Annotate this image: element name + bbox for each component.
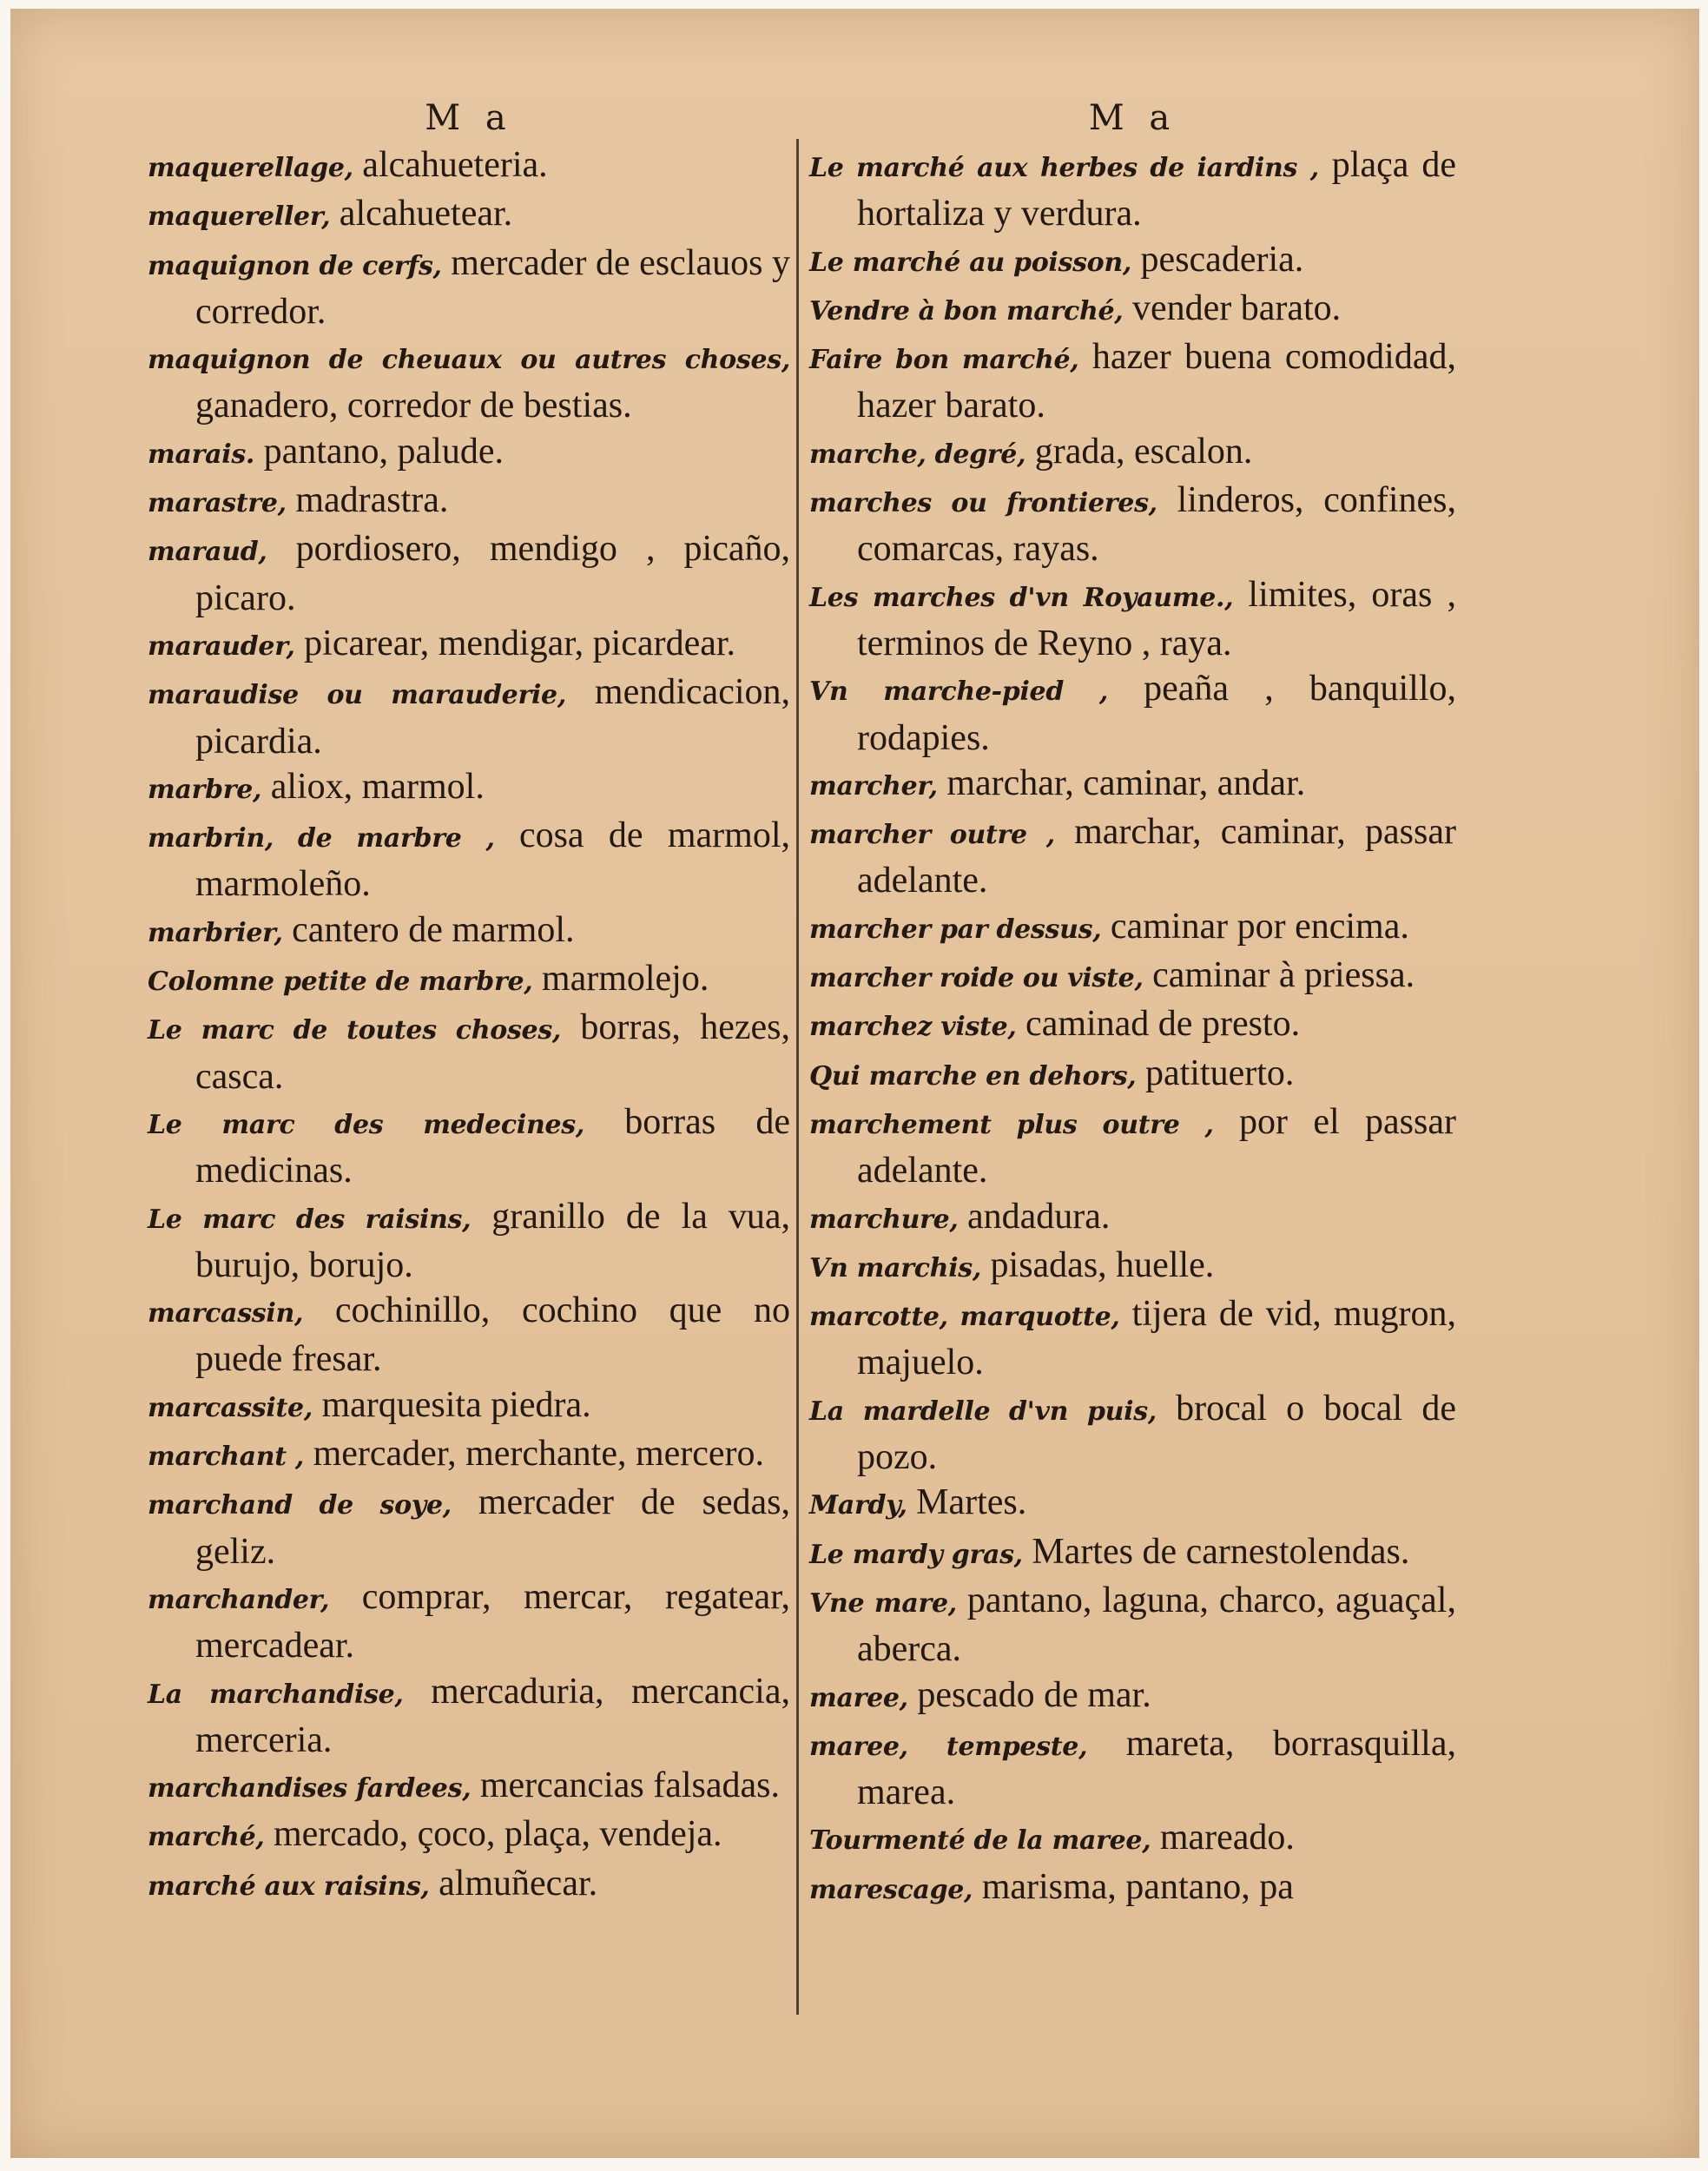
dictionary-entry [148,478,790,526]
entry-headword: marché aux raisins, [148,1871,430,1902]
dictionary-entry [148,191,790,240]
book-page [10,9,1699,2158]
entry-definition: Martes. [907,1482,1027,1523]
entry-headword: marbrier, [148,917,283,948]
entry-headword: Qui marche en dehors, [809,1060,1137,1092]
entry-definition: tijera de vid, mugron, majuelo. [857,1294,1456,1383]
entry-headword: marchander, [148,1584,330,1615]
dictionary-entry [809,1243,1456,1291]
entry-definition: borras de medicinas. [195,1101,790,1191]
dictionary-entry [809,1194,1456,1243]
entry-headword: marchure, [809,1204,959,1235]
entry-headword: Le marc des raisins, [148,1204,472,1235]
dictionary-entry [809,1673,1456,1721]
entry-definition: madrastra. [286,480,449,521]
entry-definition: pordiosero, mendigo , picaño, picaro. [195,529,790,618]
dictionary-entry [809,1099,1456,1194]
entry-headword: marches ou frontieres, [809,488,1157,519]
dictionary-entry [148,1005,790,1099]
entry-definition: pescaderia. [1131,239,1304,280]
entry-headword: marescage, [809,1874,973,1905]
entry-definition: andadura. [958,1196,1111,1237]
right-column [809,96,1456,1913]
entry-headword: Faire bon marché, [809,345,1079,376]
dictionary-entry [809,761,1456,809]
entry-definition: alcahuetear. [330,194,513,234]
dictionary-entry [148,429,790,478]
dictionary-entry [148,1763,790,1811]
dictionary-entry [148,1574,790,1669]
entry-headword: marchez viste, [809,1012,1017,1043]
entry-definition: pescado de mar. [907,1674,1151,1715]
dictionary-entry [809,334,1456,429]
left-column [148,96,790,1910]
running-head-left: M a [425,98,513,138]
dictionary-entry [809,1291,1456,1386]
dictionary-entry [148,334,790,429]
entry-headword: marauder, [148,630,295,662]
entry-headword: Tourmenté de la maree, [809,1825,1151,1857]
dictionary-entry [148,1861,790,1910]
entry-headword: marcher outre , [809,820,1055,851]
dictionary-entry [809,429,1456,478]
entry-headword: marchand de soye, [148,1490,452,1521]
dictionary-entry [809,1578,1456,1673]
dictionary-entry [148,1811,790,1860]
entry-headword: marcher par dessus, [809,914,1102,945]
entry-headword: La marchandise, [148,1679,404,1710]
entry-headword: maree, tempeste, [809,1731,1088,1762]
entry-headword: maraudise ou marauderie, [148,680,566,711]
entry-definition: marisma, pantano, pa [973,1866,1294,1907]
entry-headword: marbrin, de marbre , [148,823,495,855]
entry-definition: brocal o bocal de pozo. [857,1388,1456,1478]
dictionary-entry [809,1386,1456,1481]
dictionary-entry [809,1721,1456,1816]
dictionary-entry [809,904,1456,953]
entry-headword: maree, [809,1682,908,1713]
entry-definition: mareado. [1151,1818,1295,1858]
entry-definition: pantano, laguna, charco, aguaçal, aberca. [857,1580,1456,1670]
entry-headword: marchement plus outre , [809,1109,1214,1140]
entry-headword: marchant , [148,1442,305,1473]
entry-definition: cantero de marmol. [282,909,575,950]
dictionary-entry [148,526,790,621]
entry-headword: marche, degré, [809,439,1026,470]
entry-headword: marché, [148,1822,265,1853]
dictionary-entry [148,1431,790,1480]
entry-definition: caminad de presto. [1016,1004,1301,1045]
entry-headword: Vn marche-pied , [809,676,1108,708]
entry-definition: caminar à priessa. [1143,955,1415,996]
entry-definition: grada, escalon. [1025,431,1253,472]
dictionary-entry [148,142,790,191]
entry-definition: borras, hezes, casca. [195,1007,790,1097]
entry-headword: marchandises fardees, [148,1773,472,1805]
entry-definition: mercader de esclauos y corredor. [195,242,790,332]
entry-definition: peaña , banquillo, rodapies. [857,669,1456,758]
entry-headword: Vne mare, [809,1587,957,1619]
dictionary-entry [809,666,1456,761]
entry-definition: mercancias falsadas. [471,1765,780,1806]
entry-definition: cochinillo, cochino que no puede fresar. [195,1290,790,1380]
entry-definition: picarear, mendigar, picardear. [294,623,736,663]
entry-headword: maquignon de cerfs, [148,250,442,281]
dictionary-entry [809,953,1456,1001]
entry-headword: marcotte, marquotte, [809,1302,1120,1333]
entry-definition: caminar por encima. [1101,906,1409,947]
entry-definition: Martes de carnestolendas. [1022,1531,1410,1572]
entry-headword: Vn marchis, [809,1252,982,1283]
dictionary-entry [148,1480,790,1574]
entry-definition: linderos, confines, comarcas, rayas. [857,480,1456,570]
dictionary-entry [809,1001,1456,1050]
dictionary-entry [148,1288,790,1382]
entry-definition: mercader de sedas, geliz. [195,1482,790,1572]
entry-headword: marastre, [148,488,287,519]
entry-definition: marchar, caminar, passar adelante. [857,812,1456,901]
dictionary-entry [148,956,790,1005]
column-divider [796,139,799,2015]
entry-definition: pisadas, huelle. [981,1244,1215,1285]
dictionary-entry [809,572,1456,667]
dictionary-entry [809,1864,1456,1913]
entry-definition: limites, oras , terminos de Reyno , raya. [857,574,1456,663]
entry-headword: Colomne petite de marbre, [148,967,533,998]
dictionary-entry [809,286,1456,334]
entry-headword: Le mardy gras, [809,1539,1023,1570]
dictionary-entry [809,478,1456,572]
entry-definition: granillo de la vua, burujo, borujo. [195,1196,790,1285]
entry-headword: Vendre à bon marché, [809,295,1124,327]
dictionary-entry [809,142,1456,237]
entry-definition: aliox, marmol. [261,766,485,807]
dictionary-entry [809,809,1456,904]
entry-headword: La mardelle d'vn puis, [809,1396,1157,1427]
entry-headword: Le marché au poisson, [809,247,1132,278]
entry-definition: plaça de hortaliza y verdura. [857,145,1456,234]
entry-headword: maraud, [148,537,267,568]
entry-definition: cosa de marmol, marmoleño. [195,815,790,905]
entry-definition: hazer buena comodidad, hazer barato. [857,337,1456,426]
entry-headword: maquignon de cheuaux ou autres choses, [148,345,790,376]
dictionary-entry [809,237,1456,286]
entry-definition: mendicacion, picardia. [195,672,791,762]
entry-definition: pantano, palude. [254,431,504,472]
entry-headword: Le marc des medecines, [148,1109,584,1140]
entry-definition: marchar, caminar, andar. [937,762,1306,803]
entry-definition: mercaduria, mercancia, merceria. [195,1671,790,1760]
entry-headword: marcassin, [148,1298,304,1330]
dictionary-entry [148,241,790,335]
dictionary-entry [148,1669,790,1764]
dictionary-entry [148,1099,790,1194]
dictionary-entry [148,907,790,956]
dictionary-entry [809,1529,1456,1578]
dictionary-entry [809,1051,1456,1099]
entry-definition: marquesita piedra. [312,1384,591,1425]
dictionary-entry [809,1815,1456,1864]
entry-headword: marcher roide ou viste, [809,963,1144,994]
entry-headword: Les marches d'vn Royaume., [809,582,1234,613]
entry-headword: marcassite, [148,1392,313,1423]
entry-definition: vender barato. [1123,287,1342,328]
dictionary-entry [148,1194,790,1289]
entry-definition: mareta, borrasquilla, marea. [857,1723,1456,1813]
entry-definition: mercado, çoco, plaça, vendeja. [264,1814,722,1855]
entry-definition: marmolejo. [532,959,709,1000]
entry-headword: Le marc de toutes choses, [148,1015,562,1046]
entry-headword: maquerellage, [148,153,353,183]
entry-definition: almuñecar. [429,1863,598,1904]
entry-headword: Mardy, [809,1490,907,1521]
entry-definition: alcahueteria. [353,145,548,185]
entry-definition: ganadero, corredor de bestias. [195,386,632,426]
entry-definition: por el passar adelante. [857,1101,1456,1191]
dictionary-entry [148,1382,790,1431]
entry-definition: patituerto. [1136,1053,1295,1093]
dictionary-entry [809,1480,1456,1528]
entry-headword: marbre, [148,774,262,805]
running-head-right: M a [1088,98,1177,138]
entry-definition: comprar, mercar, regatear, mercadear. [195,1576,790,1666]
dictionary-entry [148,670,790,764]
entry-headword: Le marché aux herbes de iardins , [809,153,1319,183]
entry-headword: marcher, [809,770,938,802]
entry-headword: maquereller, [148,201,331,233]
dictionary-entry [148,621,790,670]
dictionary-entry [148,764,790,813]
dictionary-entry [148,813,790,907]
entry-headword: marais. [148,439,255,470]
entry-definition: mercader, merchante, mercero. [304,1434,765,1475]
